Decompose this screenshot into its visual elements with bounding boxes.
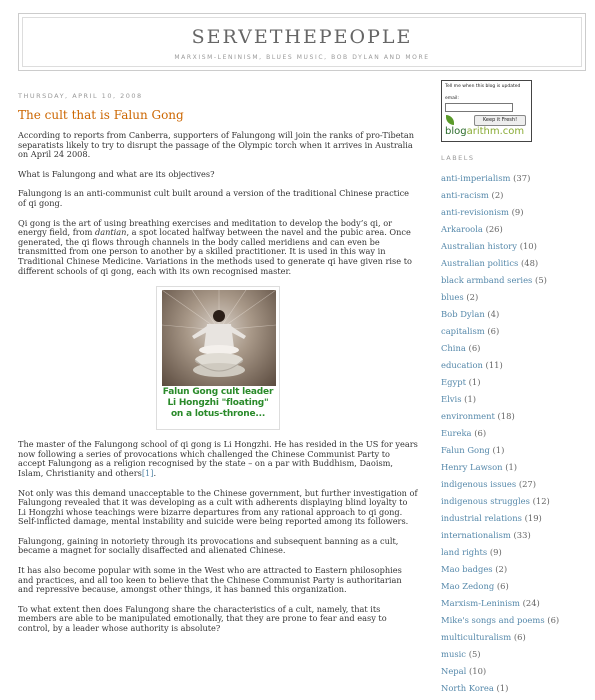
qigong-text-before: Qi gong is the art of using breathing exercises and meditation to develop the body’s qi, or energy field, from — [18, 217, 393, 238]
label-count: (2) — [466, 292, 479, 302]
label-item — [441, 629, 591, 646]
post-paragraph: What is Falungong and what are its objectives? — [18, 168, 215, 179]
label-link[interactable]: indigenous struggles — [441, 496, 530, 506]
label-count: (26) — [485, 224, 503, 234]
post-date: THURSDAY, APRIL 10, 2008 — [18, 92, 143, 100]
post-paragraph: According to reports from Canberra, supporters of Falungong will join the ranks of pro-Tibetan separatists likely to try to disrupt the passage of the Olympic torch when it arrives in Australia on April 24 2008. — [18, 130, 415, 160]
label-link[interactable]: land rights — [441, 547, 488, 557]
main-column — [18, 92, 418, 644]
caption-line: Falun Gong cult leader — [162, 387, 274, 398]
master-text: The master of the Falungong school of qi gong is Li Hongzhi. He has resided in the US for years now following a series of provocations which challenged the Chinese Communist Party to accept Falungong as a religion recognised by the state – on a par with Buddhism, Daoism, Islam, Christianity and others — [18, 439, 418, 478]
label-count: (4) — [487, 309, 500, 319]
post-paragraph: Falungong is an anti-communist cult built around a version of the traditional Chinese practice of qi gong. — [18, 188, 410, 208]
label-link[interactable]: Falun Gong — [441, 445, 490, 455]
qigong-emphasis: dantian — [94, 227, 127, 238]
label-item — [441, 306, 591, 323]
lotus-throne-photo — [162, 290, 276, 386]
label-link[interactable]: environment — [441, 411, 495, 421]
subscribe-button[interactable]: Keep it Fresh! — [474, 115, 526, 126]
label-link[interactable]: Bob Dylan — [441, 309, 485, 319]
label-item — [441, 221, 591, 238]
label-count: (12) — [532, 496, 550, 506]
post-paragraph: Not only was this demand unacceptable to the Chinese government, but further investigation of Falungong revealed that it was developing as a cult with adherents displaying blind loyalty to Li Hongzhi whose teachings were bizarre departures from any rational approach to qi gong. Self-inflicted damage, mental instability and suicide were being reported among its followers. — [18, 487, 418, 527]
label-item — [441, 408, 591, 425]
label-item — [441, 272, 591, 289]
label-count: (6) — [468, 343, 481, 353]
label-link[interactable]: anti-imperialism — [441, 173, 511, 183]
label-link[interactable]: music — [441, 649, 467, 659]
post-title[interactable]: The cult that is Falun Gong — [18, 108, 184, 122]
label-count: (6) — [474, 428, 487, 438]
label-item — [441, 391, 591, 408]
label-item — [441, 459, 591, 476]
sidebar — [441, 80, 591, 697]
image-caption — [157, 387, 279, 420]
label-link[interactable]: Egypt — [441, 377, 466, 387]
label-count: (6) — [513, 632, 526, 642]
label-item — [441, 187, 591, 204]
label-item — [441, 255, 591, 272]
blogarithm-logo[interactable] — [445, 126, 524, 138]
label-link[interactable]: China — [441, 343, 466, 353]
caption-line: on a lotus-throne... — [170, 409, 266, 420]
citation-link[interactable]: [1] — [141, 467, 154, 478]
label-link[interactable]: Henry Lawson — [441, 462, 503, 472]
label-item — [441, 425, 591, 442]
master-paragraph — [18, 440, 418, 478]
label-link[interactable]: Nepal — [441, 666, 467, 676]
label-link[interactable]: Elvis — [441, 394, 462, 404]
label-count: (33) — [513, 530, 531, 540]
figure-illustration — [162, 290, 276, 386]
label-item — [441, 612, 591, 629]
blog-header — [18, 13, 586, 71]
label-item — [441, 323, 591, 340]
label-count: (24) — [522, 598, 540, 608]
label-link[interactable]: Australian history — [441, 241, 518, 251]
label-link[interactable]: Mike's songs and poems — [441, 615, 545, 625]
label-item — [441, 442, 591, 459]
label-item — [441, 595, 591, 612]
label-count: (9) — [511, 207, 524, 217]
label-link[interactable]: Eureka — [441, 428, 472, 438]
label-count: (37) — [513, 173, 531, 183]
label-count: (6) — [547, 615, 560, 625]
blog-title[interactable]: SERVETHEPEOPLE — [191, 26, 413, 48]
label-link[interactable]: indigenous issues — [441, 479, 517, 489]
label-count: (27) — [518, 479, 537, 489]
label-link[interactable]: blues — [441, 292, 464, 302]
label-count: (5) — [468, 649, 481, 659]
label-item — [441, 544, 591, 561]
label-count: (48) — [520, 258, 539, 268]
label-link[interactable]: Mao Zedong — [441, 581, 495, 591]
post-body — [18, 131, 418, 634]
label-link[interactable]: Marxism-Leninism — [441, 598, 520, 608]
label-item — [441, 493, 591, 510]
label-item — [441, 578, 591, 595]
label-link[interactable]: Mao badges — [441, 564, 493, 574]
label-link[interactable]: industrial relations — [441, 513, 522, 523]
label-link[interactable]: black armband series — [441, 275, 533, 285]
label-item — [441, 340, 591, 357]
label-item — [441, 646, 591, 663]
label-count: (1) — [505, 462, 518, 472]
label-link[interactable]: anti-racism — [441, 190, 489, 200]
label-link[interactable]: anti-revisionism — [441, 207, 509, 217]
blog-description: MARXISM-LENINISM, BLUES MUSIC, BOB DYLAN AND MORE — [174, 54, 430, 61]
label-link[interactable]: education — [441, 360, 483, 370]
label-item — [441, 561, 591, 578]
label-link[interactable]: North Korea — [441, 683, 494, 693]
label-item — [441, 170, 591, 187]
leaf-icon — [446, 115, 454, 125]
blog-header-inner — [22, 17, 582, 67]
label-count: (18) — [497, 411, 515, 421]
label-item — [441, 204, 591, 221]
label-count: (11) — [485, 360, 503, 370]
post-image[interactable] — [156, 286, 280, 430]
label-item — [441, 476, 591, 493]
label-item — [441, 527, 591, 544]
label-link[interactable]: Australian politics — [441, 258, 519, 268]
post-paragraph: It has also become popular with some in the West who are attracted to Eastern philosophies and practices, and all too keen to believe that the Chinese Communist Party is authoritarian and repressive because, amongst other things, it has banned this organization. — [18, 565, 402, 595]
post-paragraph: To what extent then does Falungong share the characteristics of a cult, namely, that its members are able to be manipulated emotionally, that they are prone to fear and easy to control, by a leader whose authority is absolute? — [18, 603, 387, 634]
label-item — [441, 663, 591, 680]
post-paragraph: Falungong, gaining in notoriety through its provocations and subsequent banning as a cult, became a magnet for socially disaffected and alienated Chinese. — [18, 535, 399, 556]
brand-part-a: blog — [445, 126, 467, 137]
email-label: email: — [445, 96, 459, 101]
label-count: (6) — [487, 326, 500, 336]
label-count: (5) — [535, 275, 547, 285]
label-count: (1) — [496, 683, 509, 693]
label-link[interactable]: multiculturalism — [441, 632, 512, 642]
label-item — [441, 238, 591, 255]
subscribe-prompt: Tell me when this blog is updated — [445, 84, 521, 89]
email-field[interactable] — [445, 103, 513, 112]
caption-line: Li Hongzhi "floating" — [167, 398, 269, 409]
label-item — [441, 357, 591, 374]
label-link[interactable]: internationalism — [441, 530, 511, 540]
label-count: (2) — [495, 564, 508, 574]
label-count: (1) — [464, 394, 477, 404]
labels-heading: LABELS — [441, 154, 475, 162]
label-item — [441, 510, 591, 527]
label-count: (1) — [492, 445, 505, 455]
label-count: (10) — [519, 241, 537, 251]
label-item — [441, 680, 591, 697]
master-text-end: . — [153, 467, 157, 478]
label-count: (10) — [469, 666, 487, 676]
label-count: (9) — [489, 547, 502, 557]
qigong-text-after: , a spot located halfway between the navel and the pubic area. Once generated, the qi flows through channels in the body called meridiens and can even be transmitted from one person to another by a skilled practitioner. It is used in this way in Traditional Chinese Medicine. Variations in the methods used to generate qi have given rise to different schools of qi gong, each with its own recognised master. — [18, 227, 412, 276]
label-count: (2) — [491, 190, 504, 200]
label-count: (1) — [468, 377, 481, 387]
label-item — [441, 289, 591, 306]
label-count: (19) — [524, 513, 542, 523]
label-list — [441, 170, 591, 697]
subscribe-widget — [441, 80, 532, 142]
brand-part-b: arithm.com — [466, 126, 525, 137]
label-link[interactable]: capitalism — [441, 326, 485, 336]
label-count: (6) — [496, 581, 509, 591]
label-link[interactable]: Arkaroola — [441, 224, 483, 234]
label-item — [441, 374, 591, 391]
qigong-paragraph — [18, 219, 418, 277]
